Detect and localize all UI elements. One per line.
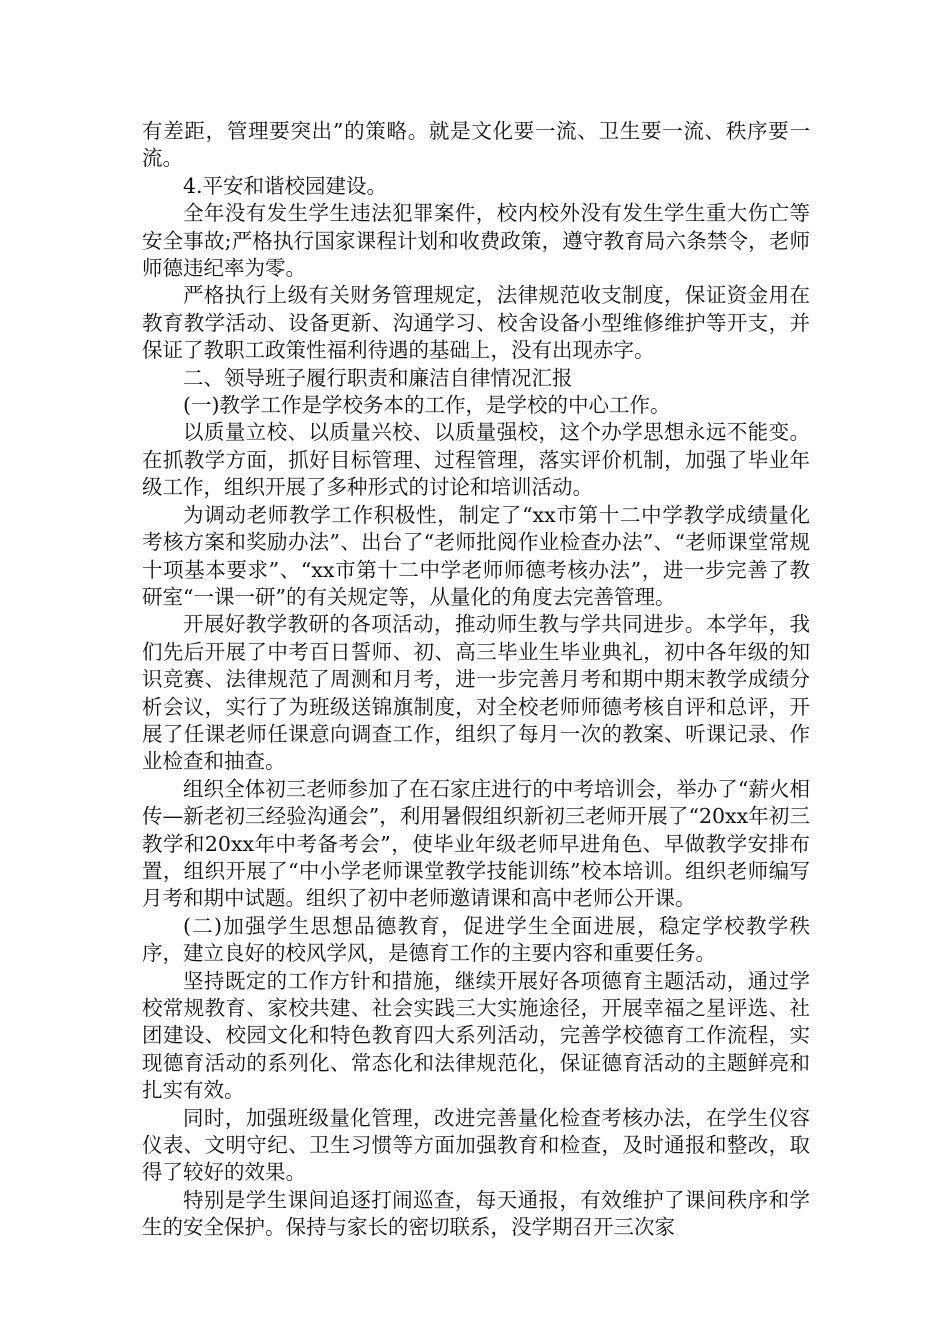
paragraph-continued: 有差距，管理要突出”的策略。就是文化要一流、卫生要一流、秩序要一流。 [142,119,810,171]
paragraph-finance: 严格执行上级有关财务管理规定，法律规范收支制度，保证资金用在教育教学活动、设备更新、沟通学习、校舍设备小型维修维护等开支，并保证了教职工政策性福利待遇的基础上，没有出现赤字。 [142,283,810,363]
heading-teaching: (一)教学工作是学校务本的工作，是学校的中心工作。 [183,393,671,418]
heading-leadership: 二、领导班子履行职责和廉洁自律情况汇报 [183,365,573,390]
paragraph-motivation: 为调动老师教学工作积极性，制定了“xx市第十二中学教学成绩量化考核方案和奖励办法”、出台了“老师批阅作业检查办法”、“老师课堂常规十项基本要求”、“xx市第十二中学老师师德考核办法”，进一步完善了教研室“一课一研”的有关规定等，从量化的角度去完善管理。 [142,502,810,609]
document-page [142,118,810,1242]
heading-moral-education: (二)加强学生思想品德教育，促进学生全面进展，稳定学校教学秩序，建立良好的校风学风，是德育工作的主要内容和重要任务。 [142,913,810,966]
paragraph-safety: 全年没有发生学生违法犯罪案件，校内校外没有发生学生重大伤亡等安全事故;严格执行国家课程计划和收费政策，遵守教育局六条禁令，老师师德违纪率为零。 [142,201,810,281]
paragraph-training: 组织全体初三老师参加了在石家庄进行的中考培训会，举办了“薪火相传—新老初三经验沟通会”，利用暑假组织新初三老师开展了“20xx年初三教学和20xx年中考备考会”，使毕业年级老师早进角色、早做教学安排布置，组织开展了“中小学老师课堂教学技能训练”校本培训。组织老师编写月考和期中试题。组织了初中老师邀请课和高中老师公开课。 [142,776,810,911]
paragraph-class-management: 同时，加强班级量化管理，改进完善量化检查考核办法，在学生仪容仪表、文明守纪、卫生习惯等方面加强教育和检查，及时通报和整改，取得了较好的效果。 [142,1105,810,1185]
paragraph-quality: 以质量立校、以质量兴校、以质量强校，这个办学思想永远不能变。在抓教学方面，抓好目标管理、过程管理，落实评价机制，加强了毕业年级工作，组织开展了多种形式的讨论和培训活动。 [142,420,810,500]
paragraph-patrol: 特别是学生课间追逐打闹巡查，每天通报，有效维护了课间秩序和学生的安全保护。保持与家长的密切联系，没学期召开三次家 [142,1187,810,1240]
paragraph-moral-activities: 坚持既定的工作方针和措施，继续开展好各项德育主题活动，通过学校常规教育、家校共建、社会实践三大实施途径，开展幸福之星评选、社团建设、校园文化和特色教育四大系列活动，完善学校德育工作流程，实现德育活动的系列化、常态化和法律规范化，保证德育活动的主题鲜亮和扎实有效。 [142,968,810,1103]
paragraph-activities: 开展好教学教研的各项活动，推动师生教与学共同进步。本学年，我们先后开展了中考百日誓师、初、高三毕业生毕业典礼，初中各年级的知识竞赛、法律规范了周测和月考，进一步完善月考和期中期末教学成绩分析会议，实行了为班级送锦旗制度，对全校老师师德考核自评和总评，开展了任课老师任课意向调查工作，组织了每月一次的教案、听课记录、作业检查和抽查。 [142,612,810,774]
heading-safe-campus: 4.平安和谐校园建设。 [183,173,388,198]
